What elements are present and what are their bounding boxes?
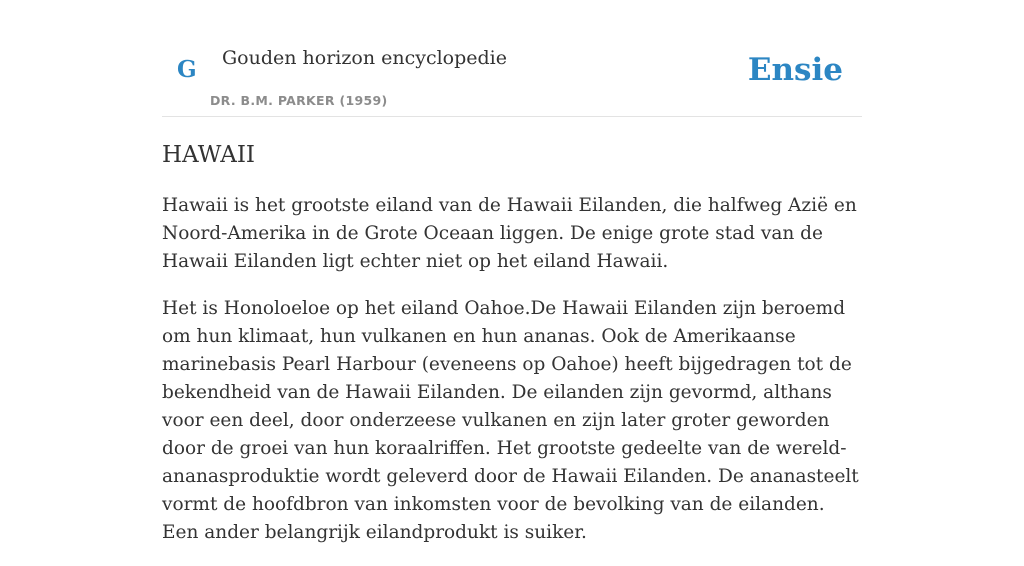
article-title: HAWAII xyxy=(162,142,256,168)
article-paragraph: Hawaii is het grootste eiland van de Hawaii Eilanden, die halfweg Azië en Noord-Amerika in de Grote Oceaan liggen. De enige grote stad van de Hawaii Eilanden ligt echter niet op het eiland Hawaii. xyxy=(162,195,857,272)
header xyxy=(162,0,862,117)
book-logo-icon: G xyxy=(177,56,197,83)
author-credit: DR. B.M. PARKER (1959) xyxy=(210,93,388,108)
book-title: Gouden horizon encyclopedie xyxy=(222,47,507,69)
article-paragraph: Het is Honoloeloe op het eiland Oahoe.De Hawaii Eilanden zijn beroemd om hun klimaat, hun vulkanen en hun ananas. Ook de Amerikaanse marinebasis Pearl Harbour (eveneens op Oahoe) heeft bijgedragen tot de bekendheid van de Hawaii Eilanden. De eilanden zijn gevormd, althans voor een deel, door onderzeese vulkanen en zijn later groter geworden door de groei van hun koraalriffen. Het grootste gedeelte van de wereld-ananasproduktie wordt geleverd door de Hawaii Eilanden. De ananasteelt vormt de hoofdbron van inkomsten voor de bevolking van de eilanden. Een ander belangrijk eilandprodukt is suiker. xyxy=(162,298,859,543)
article-body xyxy=(162,192,862,566)
brand-logo-link[interactable]: Ensie xyxy=(747,52,843,88)
